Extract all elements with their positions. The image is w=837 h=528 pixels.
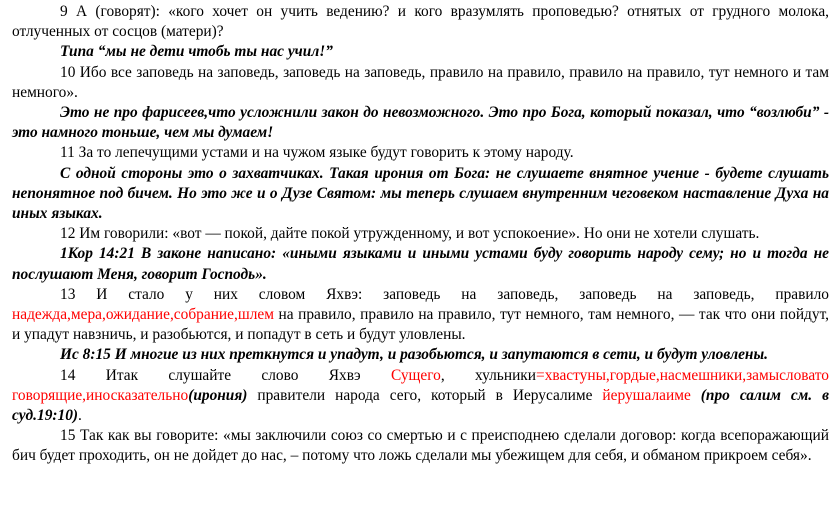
commentary-paragraph — [12, 345, 829, 365]
text-run: 15 Так как вы говорите: «мы заключили союз со смертью и с преисподнею сделали договор: когда всепоражающий бич будет проходить, он не дойдет до нас, – потому что ложь сделали мы убежищем для себя, и обманом прикроем себя». — [12, 427, 829, 465]
text-run: , хульники — [440, 366, 537, 384]
text-run: 12 Им говорили: «вот — покой, дайте покой утружденному, и вот успокоение». Но они не хотели слушать. — [60, 225, 760, 243]
text-run: правители народа сего, который в Иерусалиме — [247, 386, 603, 404]
highlighted-text: надежда,мера,ожидание,собрание,шлем — [12, 306, 274, 324]
text-run — [691, 387, 701, 404]
text-run: Типа “мы не дети чтобь ты нас учил!” — [60, 43, 333, 61]
verse-paragraph — [12, 285, 829, 346]
verse-paragraph — [12, 143, 829, 163]
commentary-paragraph — [12, 103, 829, 143]
text-run: на правило, правило на правило, тут немного, там немного, — так что они пойдут, и упадут навзничь, и разобьются, и попадут в сеть и будут уловлены. — [12, 306, 829, 344]
emphasis-text: (про салим см. в суд.19:10) — [12, 386, 829, 425]
text-run: 11 За то лепечущими устами и на чужом языке будут говорить к этому народу. — [60, 144, 574, 162]
text-run: 10 Ибо все заповедь на заповедь, заповедь на заповедь, правило на правило, правило на правило, тут немного и там немного». — [12, 63, 829, 101]
text-run: Ис 8:15 И многие из них преткнутся и упадут, и разобьются, и запутаются в сети, и будут уловлены. — [60, 346, 768, 364]
highlighted-text: йерушалаиме — [602, 386, 691, 404]
verse-paragraph — [12, 63, 829, 103]
verse-paragraph — [12, 224, 829, 244]
commentary-paragraph — [12, 164, 829, 225]
verse-paragraph — [12, 2, 829, 42]
text-run: . — [78, 407, 82, 425]
verse-paragraph — [12, 426, 829, 466]
verse-paragraph — [12, 366, 829, 427]
text-run: 14 Итак слушайте слово Яхвэ — [60, 366, 391, 384]
highlighted-text: Сущего — [390, 366, 441, 384]
text-run: Это не про фарисеев,что усложнили закон до невозможного. Это про Бога, который показал, что “возлюби” - это намного тоньше, чем мы думаем! — [12, 104, 829, 142]
commentary-paragraph — [12, 244, 829, 284]
commentary-paragraph — [12, 42, 829, 62]
text-run: 9 А (говорят): «кого хочет он учить ведению? и кого вразумлять проповедью? отнятых от грудного молока, отлученных от сосцов (матери)? — [12, 3, 829, 41]
text-run: С одной стороны это о захватчиках. Такая ирония от Бога: не слушаете внятное учение - будете слушать непонятное под бичем. Но это же и о Дузе Святом: мы теперь слушаем внутренним чеговеком наставление Духа на иных языках. — [12, 164, 829, 223]
text-run: 1Кор 14:21 В законе написано: «иными языками и иными устами буду говорить народу сему; но и тогда не послушают Меня, говорит Господь». — [12, 245, 829, 283]
text-run: 13 И стало у них словом Яхвэ: заповедь на заповедь, заповедь на заповедь, правило — [60, 285, 829, 303]
emphasis-text: (ирония) — [188, 386, 248, 404]
highlighted-text: =хвастуны,гордые,насмешники,замысловато говорящие,иносказательно — [12, 366, 829, 404]
